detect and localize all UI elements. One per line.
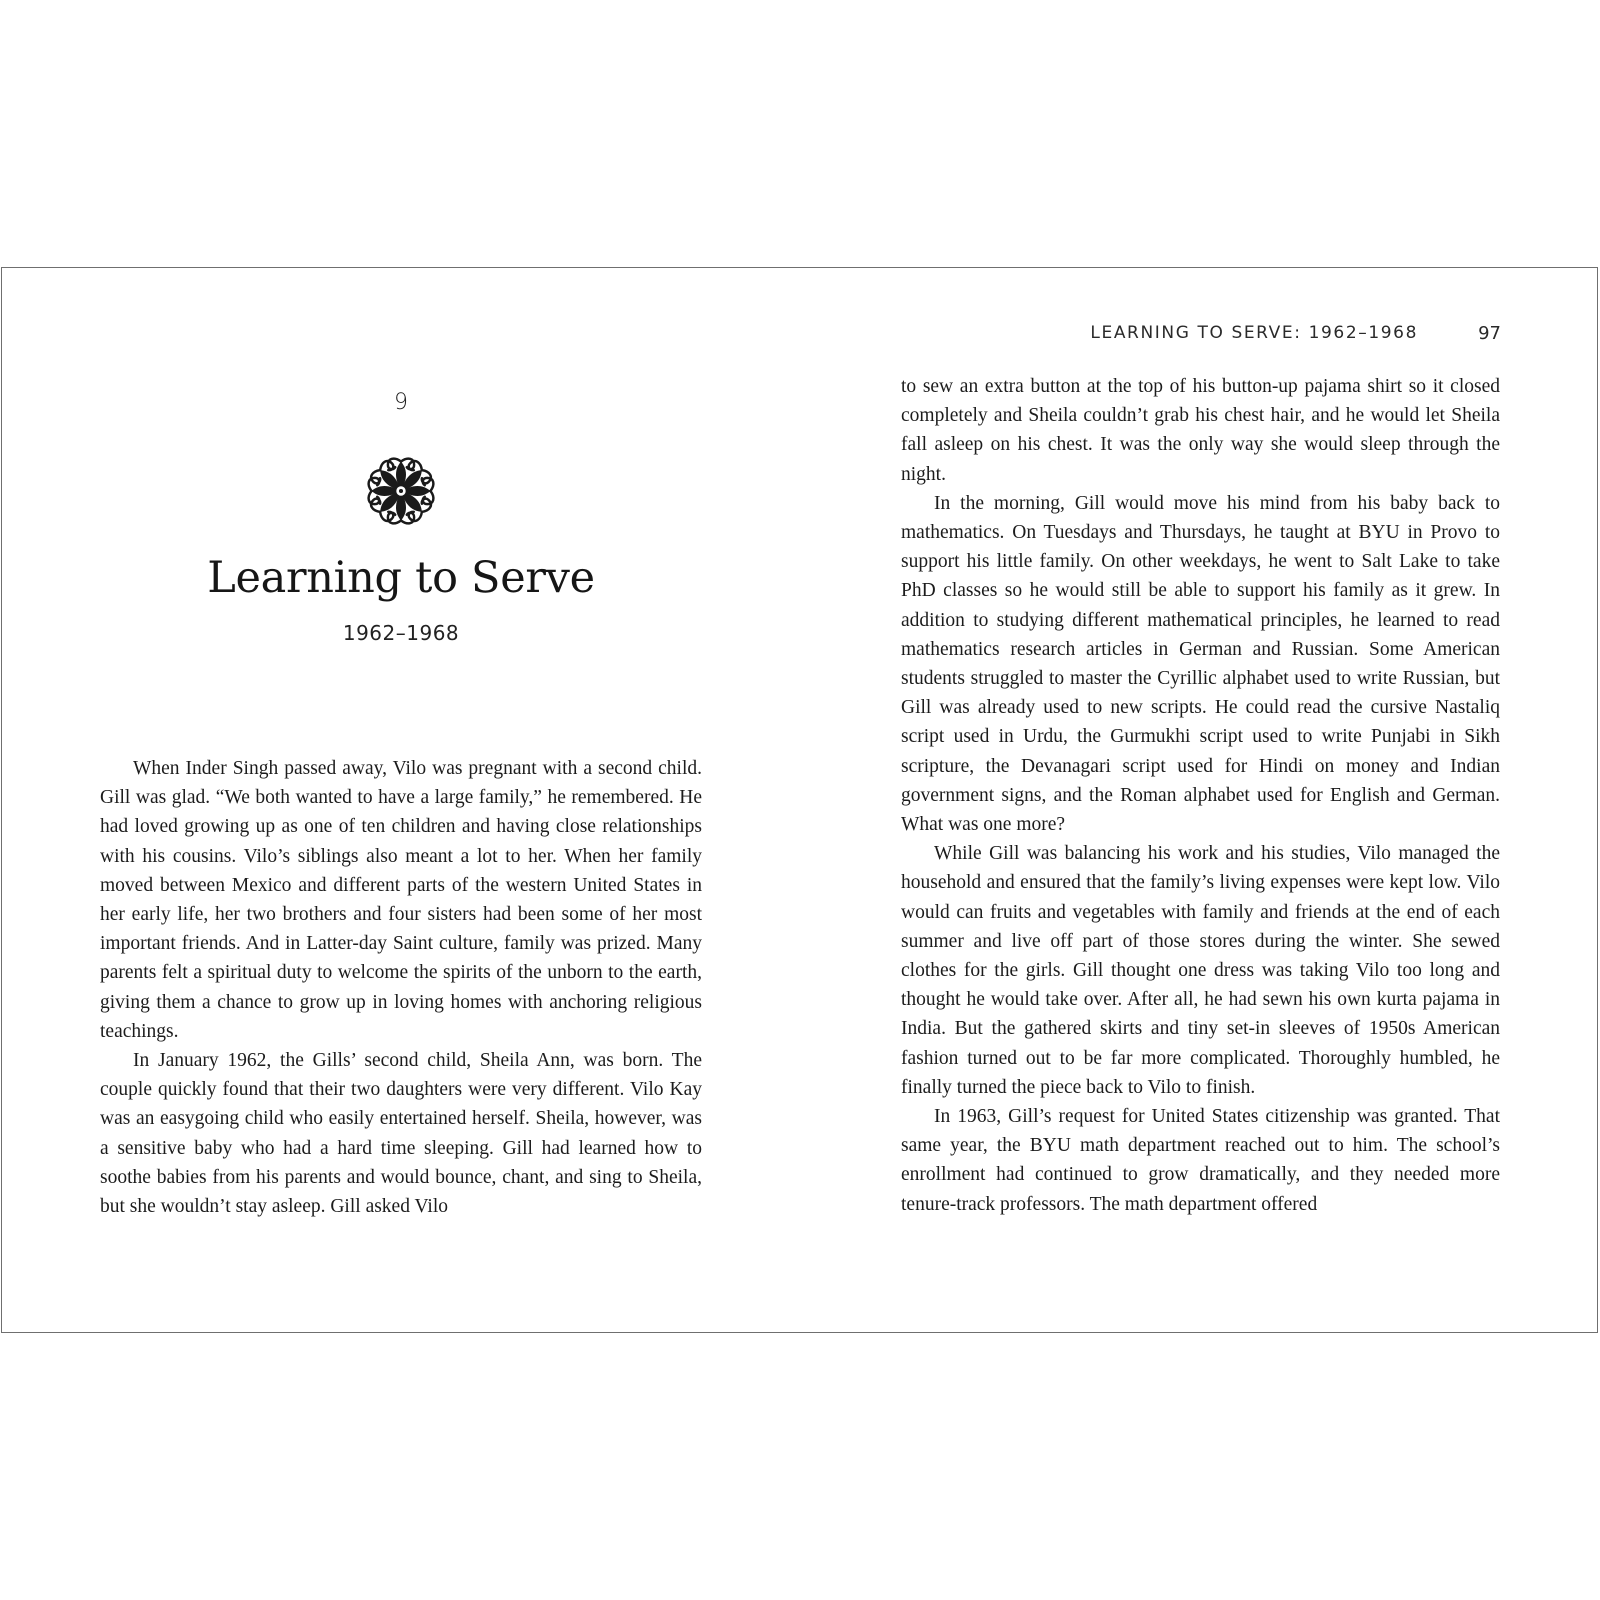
chapter-years: 1962–1968 (342, 621, 460, 645)
page-number: 97 (1478, 323, 1501, 344)
paragraph: While Gill was balancing his work and his studies, Vilo managed the household and ensured that the family’s living expenses were kept low. Vilo would can fruits and vegetables with family and friends at the end of each summer and live off part of those stores during the winter. She sewed clothes for the girls. Gill thought one dress was taking Vilo too long and thought he would take over. After all, he had sewn his own kurta pajama in India. But the gathered skirts and tiny set-in sleeves of 1950s American fashion turned out to be far more complicated. Thoroughly humbled, he finally turned the piece back to Vilo to finish. (901, 843, 1500, 1098)
paragraph: In the morning, Gill would move his mind from his baby back to mathematics. On Tuesdays and Thursdays, he taught at BYU in Provo to support his little family. On other weekdays, he went to Salt Lake to take PhD classes so he would still be able to support his family as it grew. In addition to studying different mathematical principles, he learned to read mathematics research articles in German and Russian. Some American students struggled to master the Cyrillic alphabet used to write Russian, but Gill was already used to new scripts. He could read the cursive Nastaliq script used in Urdu, the Gurmukhi script used to write Punjabi in Sikh scripture, the Devanagari script used for Hindi on money and Indian government signs, and the Roman alphabet used for English and German. What was one more? (901, 492, 1500, 836)
paragraph: In 1963, Gill’s request for United States citizenship was granted. That same year, the BYU math department reached out to him. The school’s enrollment had continued to grow dramatically, and they needed more tenure-track professors. The math department offered (901, 1106, 1500, 1215)
left-page (2, 268, 800, 1332)
right-page (800, 268, 1597, 1332)
book-spread (1, 267, 1598, 1333)
paragraph: When Inder Singh passed away, Vilo was pregnant with a second child. Gill was glad. “We both wanted to have a large family,” he remembered. He had loved growing up as one of ten children and having close relationships with his cousins. Vilo’s siblings also meant a lot to her. When her family moved between Mexico and different parts of the western United States in her early life, her two brothers and four sisters had been some of her most important friends. And in Latter-day Saint culture, family was prized. Many parents felt a spiritual duty to welcome the spirits of the unborn to the earth, giving them a chance to grow up in loving homes with anchoring religious teachings. (100, 758, 702, 1042)
chapter-number: 9 (394, 390, 408, 415)
left-body-text (100, 754, 702, 1221)
floral-medallion-icon (360, 450, 442, 532)
running-head: LEARNING TO SERVE: 1962–1968 (1090, 323, 1418, 343)
right-body-text (901, 372, 1500, 1219)
paragraph: In January 1962, the Gills’ second child, Sheila Ann, was born. The couple quickly found that their two daughters were very different. Vilo Kay was an easygoing child who easily entertained herself. Sheila, however, was a sensitive baby who had a hard time sleeping. Gill had learned how to soothe babies from his parents and would bounce, chant, and sing to Sheila, but she wouldn’t stay asleep. Gill asked Vilo (100, 1050, 702, 1218)
chapter-title: Learning to Serve (207, 553, 595, 603)
paragraph: to sew an extra button at the top of his button-up pajama shirt so it closed completely and Sheila couldn’t grab his chest hair, and he would let Sheila fall asleep on his chest. It was the only way she would sleep through the night. (901, 376, 1500, 485)
